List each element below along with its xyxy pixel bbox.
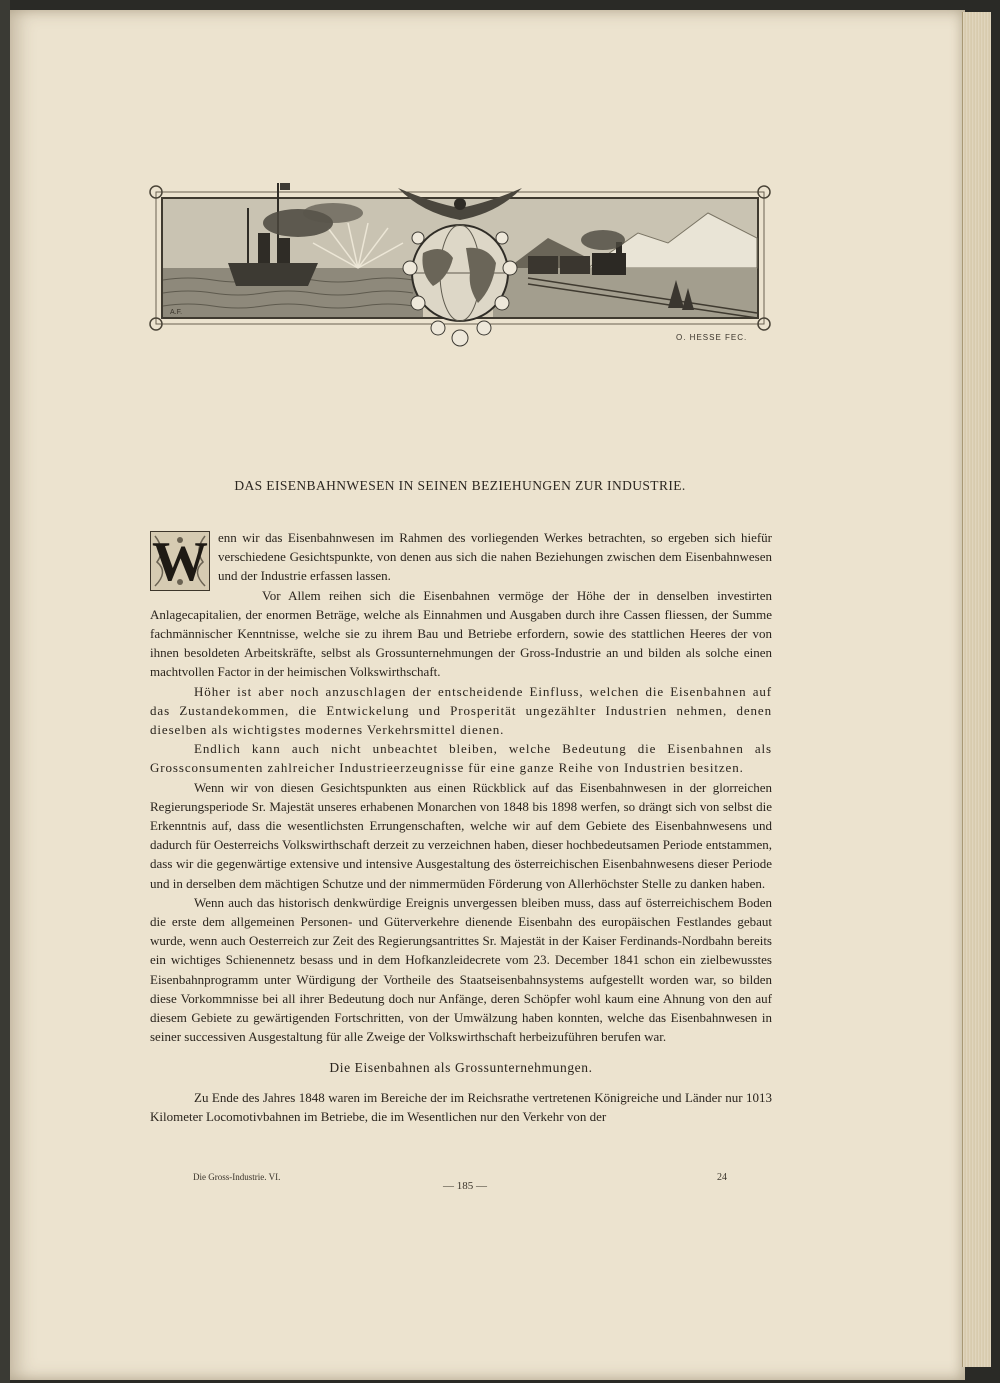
paragraph-6: Wenn auch das historisch denkwürdige Ereignis unvergessen bleiben muss, dass auf österreichischem Boden die erste dem allgemeinen Personen- und Güterverkehre dienende Eisenbahn des europäischen Festlandes gebaut wurde, wenn auch Oesterreich zur Zeit des Regierungsantrittes Sr. Majestät in der Kaiser Ferdinands-Nordbahn bereits ein wichtiges Schienennetz besass und in dem Hofkanzleidecrete vom 23. December 1841 schon ein zielbewusstes Eisenbahnprogramm unter Würdigung der Vortheile des Staatseisenbahnsystems aufgestellt worden war, so bilden diese Vorkommnisse bei all ihrer Bedeutung doch nur Anfänge, deren Schöpfer wohl kaum eine Ahnung von den auf diesem Gebiete zu gewärtigenden Fortschritten, von der Umwälzung haben konnten, welche das Eisenbahnwesen in seiner successiven Ausgestaltung für alle Zweige der Volkswirthschaft herbeizuführen berufen war.: [150, 894, 772, 1045]
paragraph-1: enn wir das Eisenbahnwesen im Rahmen des vorliegenden Werkes betrachten, so ergeben sich hiefür verschiedene Gesichtspunkte, von denen aus sich die nahen Beziehungen zwischen dem Eisenbahnwesen und der Industrie erfassen lassen.: [218, 530, 772, 584]
illustration-svg: [148, 168, 773, 358]
illustration-monogram: A.F.: [170, 309, 183, 316]
smoke: [581, 230, 625, 250]
dropcap-letter: W: [152, 531, 208, 593]
paragraph-2: Vor Allem reihen sich die Eisenbahnen vermöge der Höhe der in denselben investirten Anlagecapitalien, der enormen Beträge, welche als Einnahmen und Ausgaben durch ihre Cassen fliessen, der Summe fachmännischer Kenntnisse, welche sie zu ihrem Bau und Betriebe erfordern, sowie des stattlichen Heeres der von ihnen besoldeten Arbeitskräfte, selbst als Grossunternehmungen der Gross-Industrie an und bilden als solche einen machtvollen Factor in der heimischen Volkswirthschaft.: [150, 587, 772, 680]
signature-mark: 24: [717, 1172, 727, 1183]
article-body: [150, 528, 772, 1126]
illustration-signature: O. HESSE FEC.: [676, 333, 748, 342]
paragraph-4: Endlich kann auch nicht unbeachtet bleiben, welche Bedeutung die Eisenbahnen als Grossconsumenten zahlreicher Industrieerzeugnisse für eine ganze Reihe von Industrien besitzen.: [150, 741, 772, 776]
paragraph-7: Zu Ende des Jahres 1848 waren im Bereiche der im Reichsrathe vertretenen Königreiche und Länder nur 1013 Kilometer Locomotivbahnen im Betriebe, die im Wesentlichen nur den Verkehr von der: [150, 1089, 772, 1124]
header-illustration: [148, 168, 773, 358]
smoke: [303, 203, 363, 223]
book-spine: [0, 0, 10, 1383]
flag-icon: [280, 183, 290, 190]
section-subheading: Die Eisenbahnen als Grossunternehmungen.: [329, 1060, 593, 1076]
page-title: DAS EISENBAHNWESEN IN SEINEN BEZIEHUNGEN ZUR INDUSTRIE.: [234, 478, 686, 493]
paragraph-5: Wenn wir von diesen Gesichtspunkten aus einen Rückblick auf das Eisenbahnwesen in der glorreichen Regierungsperiode Sr. Majestät unseres erhabenen Monarchen von 1848 bis 1898 werfen, so drängt sich von selbst die Erkenntnis auf, dass die wesentlichsten Errungenschaften, welche wir auf dem Gebiete des Eisenbahnwesens und dadurch für Oesterreichs Volkswirthschaft derzeit zu verzeichnen haben, dieser hochbedeutsamen Periode entstammen, dass wir die gegenwärtige extensive und intensive Ausgestaltung des österreichischen Eisenbahnwesens dieser Periode und in derselben dem mächtigen Schutze und der nimmermüden Förderung von Allerhöchster Stelle zu danken haben.: [150, 779, 772, 891]
paragraph-3: Höher ist aber noch anzuschlagen der entscheidende Einfluss, welchen die Eisenbahnen auf das Zustandekommen, die Entwickelung und Prosperität ungezählter Industrien nehmen, denen dieselben als wichtigstes modernes Verkehrsmittel dienen.: [150, 683, 772, 738]
dropcap-initial: [150, 531, 210, 591]
page-edges: [962, 12, 991, 1367]
page-number: — 185 —: [443, 1180, 487, 1192]
footer-series-title: Die Gross-Industrie. VI.: [193, 1172, 281, 1182]
